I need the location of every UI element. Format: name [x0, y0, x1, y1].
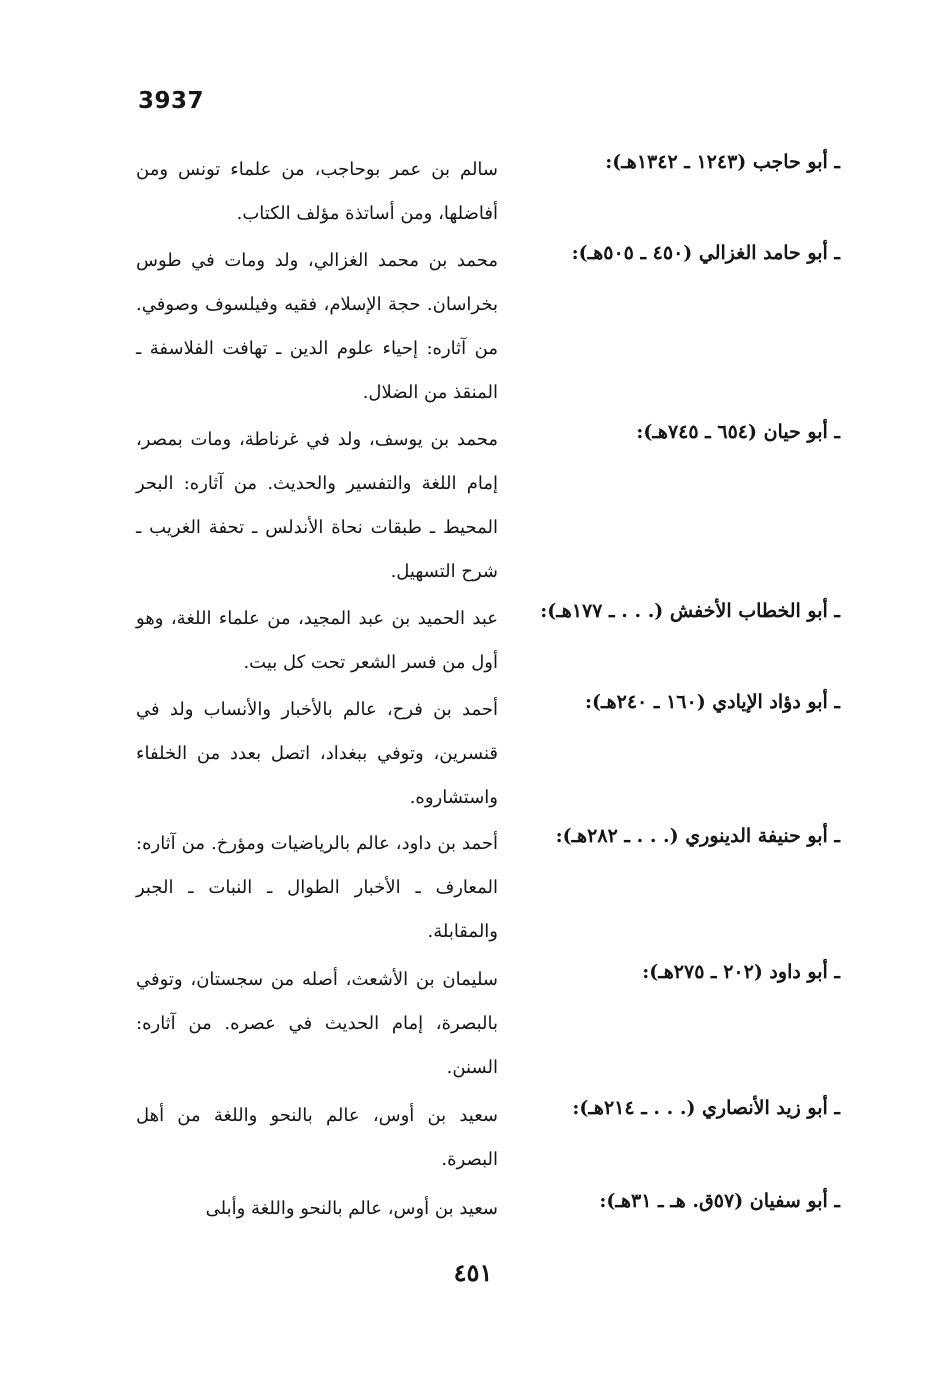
entry-definition: عبد الحميد بن عبد المجيد، من علماء اللغة، وهو أول من فسر الشعر تحت كل بيت. — [136, 608, 498, 673]
entry-term: ـ أبو حنيفة الدينوري (. . . ـ ٢٨٢هـ): — [555, 825, 840, 847]
entry-definition: أحمد بن داود، عالم بالرياضيات ومؤرخ. من آثاره: المعارف ـ الأخبار الطوال ـ النبات ـ الجبر والمقابلة. — [136, 833, 498, 942]
entry-definition: سليمان بن الأشعث، أصله من سجستان، وتوفي بالبصرة، إمام الحديث في عصره. من آثاره: السنن. — [136, 969, 498, 1078]
entry-term: ـ أبو دؤاد الإيادي (١٦٠ ـ ٢٤٠هـ): — [585, 691, 840, 713]
entry-term: ـ أبو الخطاب الأخفش (. . . ـ ١٧٧هـ): — [540, 600, 840, 622]
entry-term: ـ أبو سفيان (٥٧ق. هـ ـ ٣١هـ): — [599, 1190, 840, 1212]
entry-definition: أحمد بن فرح، عالم بالأخبار والأنساب ولد في قنسرين، وتوفي ببغداد، اتصل بعدد من الخلفاء واستشاروه. — [136, 699, 498, 808]
entry-term: ـ أبو زيد الأنصاري (. . . ـ ٢١٤هـ): — [572, 1097, 840, 1119]
entry-term: ـ أبو حاجب (١٢٤٣ ـ ١٣٤٢هـ): — [605, 151, 840, 173]
top-page-number: 3937 — [138, 88, 205, 114]
entry-definition: محمد بن يوسف، ولد في غرناطة، ومات بمصر، إمام اللغة والتفسير والحديث. من آثاره: البحر المحيط ـ طبقات نحاة الأندلس ـ تحفة الغريب ـ شرح التسهيل. — [136, 429, 498, 582]
entry-definition: محمد بن محمد الغزالي، ولد ومات في طوس بخراسان. حجة الإسلام، فقيه وفيلسوف وصوفي. من آثاره: إحياء علوم الدين ـ تهافت الفلاسفة ـ المنقذ من الضلال. — [136, 250, 498, 403]
entry-term: ـ أبو حيان (٦٥٤ ـ ٧٤٥هـ): — [636, 421, 840, 443]
entry-definition: سعيد بن أوس، عالم بالنحو واللغة من أهل البصرة. — [136, 1105, 498, 1170]
entry-term: ـ أبو حامد الغزالي (٤٥٠ ـ ٥٠٥هـ): — [571, 242, 840, 264]
entry-definition: سعيد بن أوس، عالم بالنحو واللغة وأبلى — [205, 1198, 498, 1219]
bottom-page-number: ٤٥١ — [453, 1258, 493, 1287]
entry-definition: سالم بن عمر بوحاجب، من علماء تونس ومن أفاضلها، ومن أساتذة مؤلف الكتاب. — [136, 159, 498, 224]
entry-term: ـ أبو داود (٢٠٢ ـ ٢٧٥هـ): — [642, 961, 840, 983]
